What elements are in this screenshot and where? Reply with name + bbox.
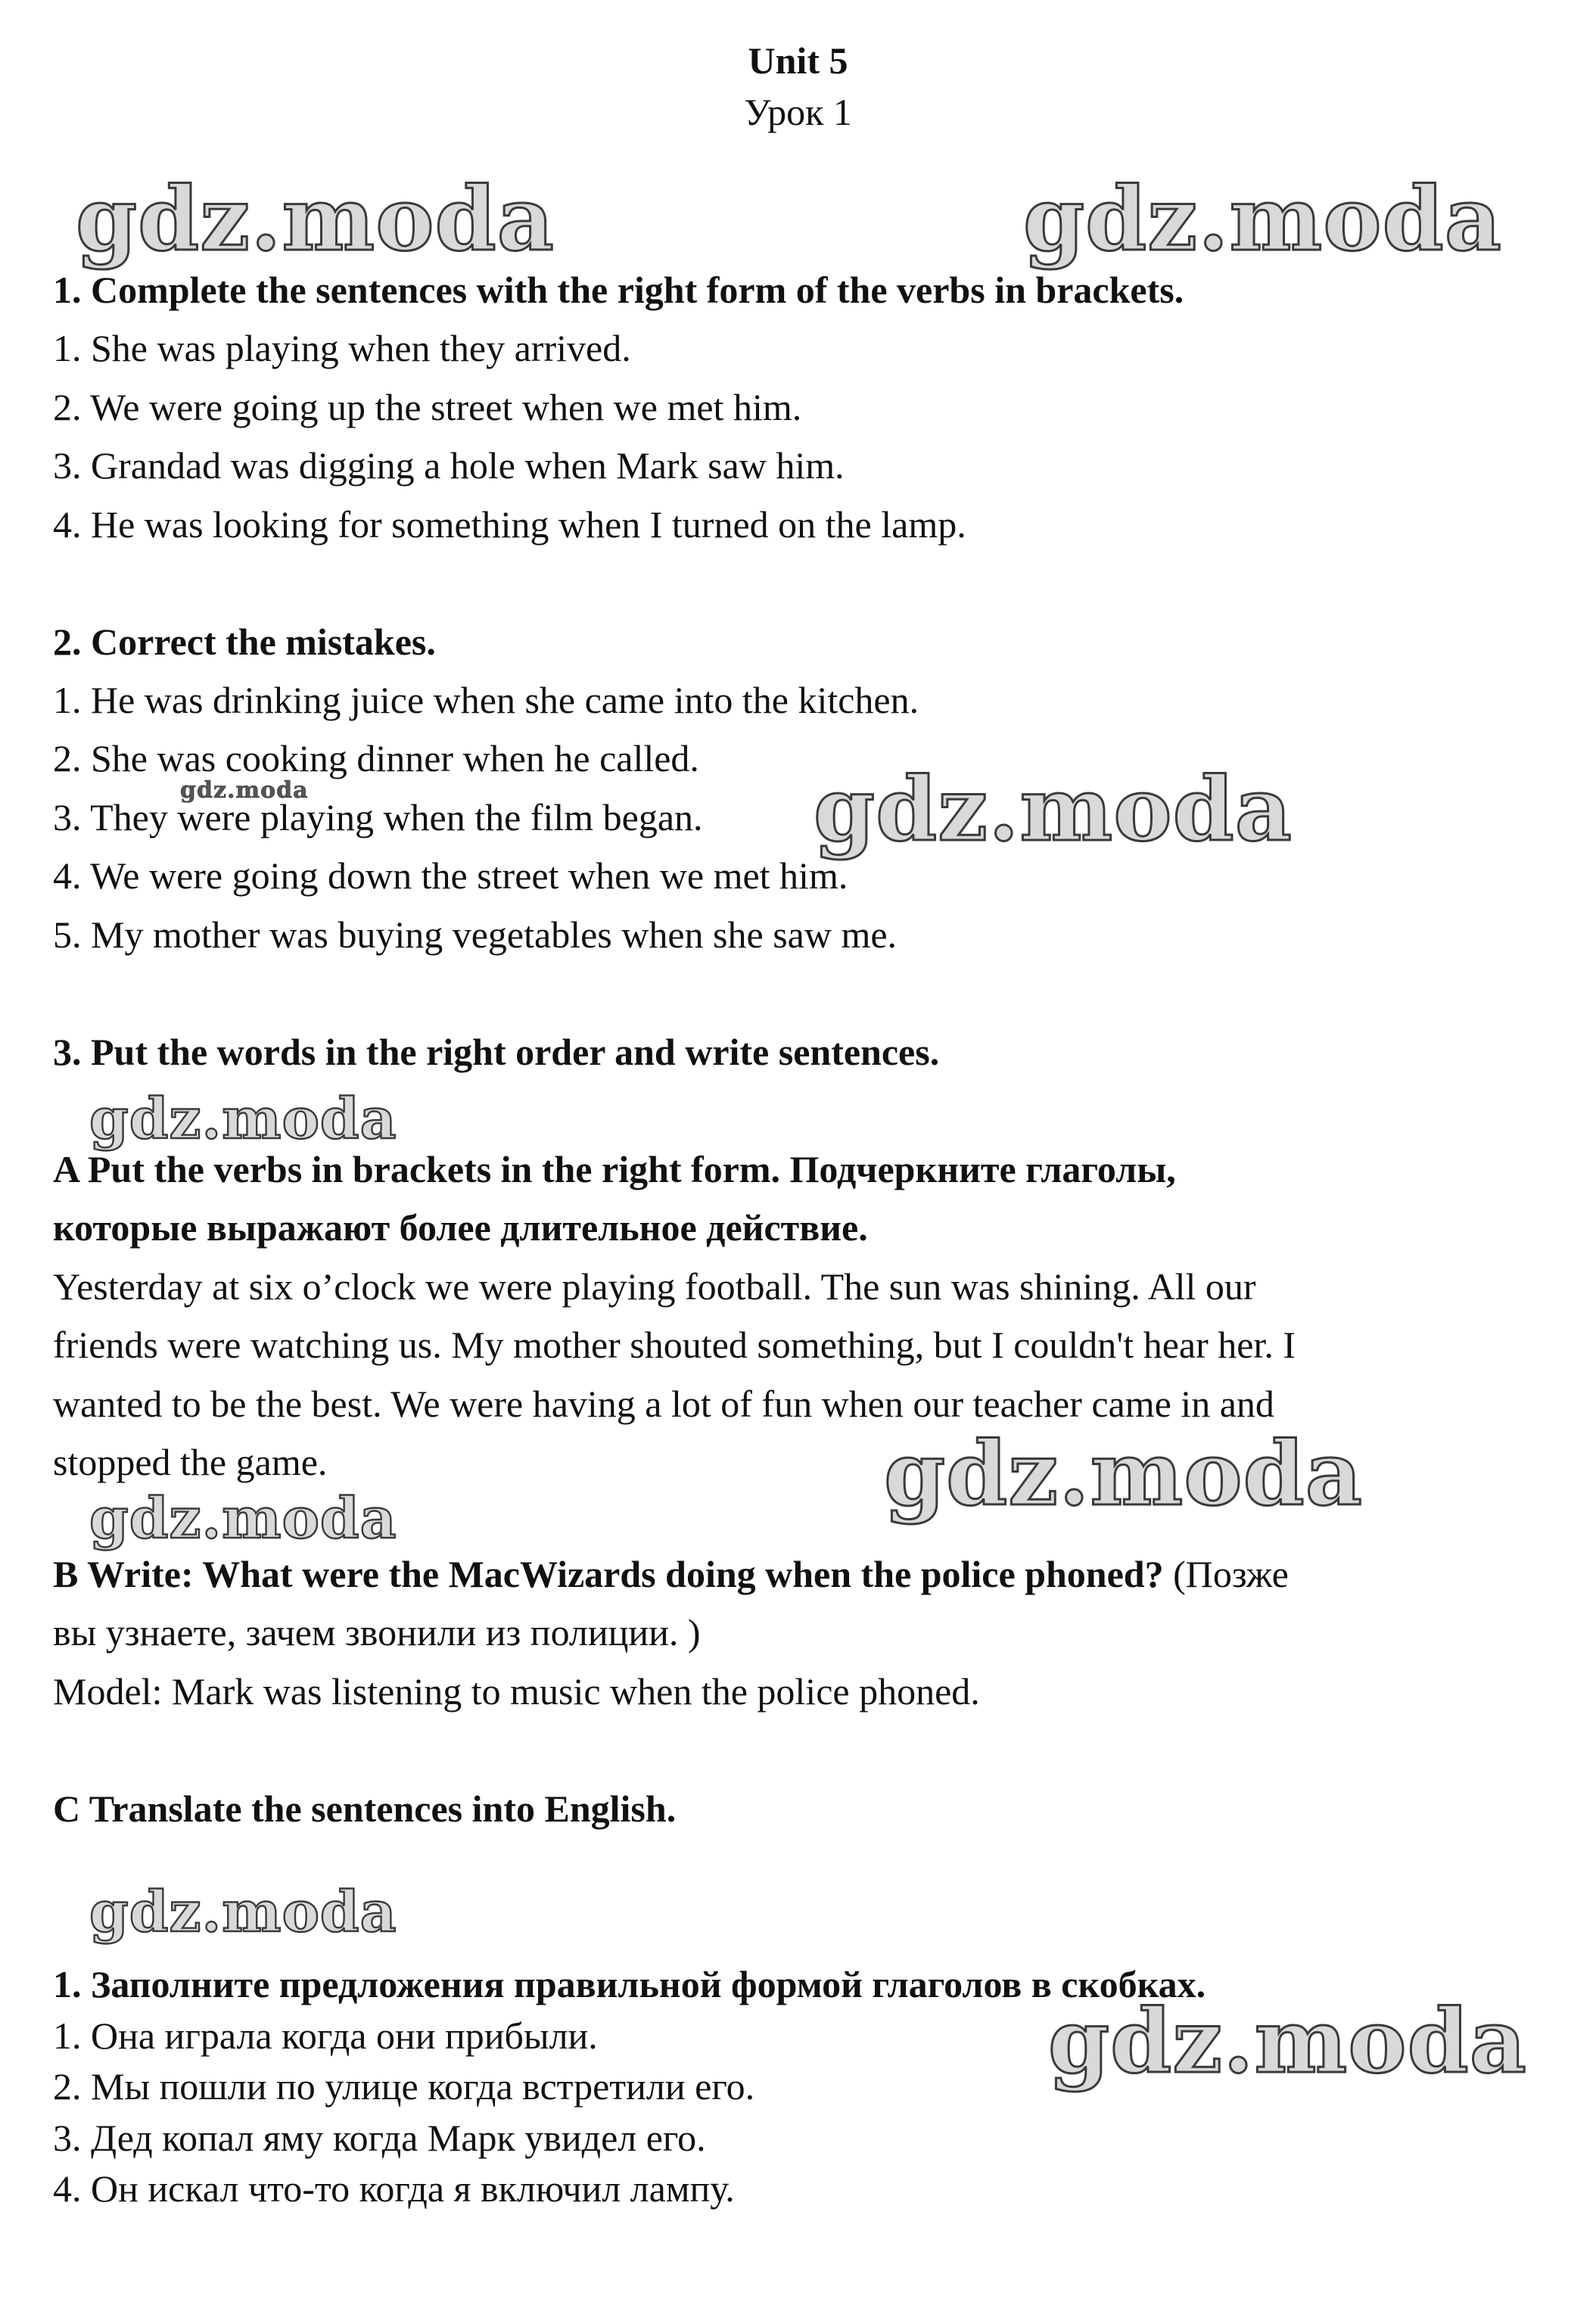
section-b-note-cont: вы узнаете, зачем звонили из полиции. ) — [53, 1611, 701, 1654]
section-ru-item: 2. Мы пошли по улице когда встретили его. — [53, 2065, 755, 2108]
section-b-note: (Позже — [1163, 1553, 1289, 1595]
section-a-text: friends were watching us. My mother shouted something, but I couldn't hear her. I — [53, 1324, 1296, 1366]
section-3-title: 3. Put the words in the right order and write sentences. — [53, 1031, 940, 1073]
section-2-title: 2. Correct the mistakes. — [53, 621, 436, 663]
watermark-logo: gdz.moda — [89, 1486, 397, 1551]
section-a-text: wanted to be the best. We were having a lot of fun when our teacher came in and — [53, 1383, 1274, 1425]
section-ru-item: 3. Дед копал яму когда Марк увидел его. — [53, 2117, 706, 2159]
watermark-logo: gdz.moda — [89, 1087, 397, 1152]
section-ru-item: 4. Он искал что-то когда я включил лампу. — [53, 2167, 735, 2210]
section-1-item: 2. We were going up the street when we met him. — [53, 386, 802, 428]
section-1-item: 1. She was playing when they arrived. — [53, 327, 631, 369]
watermark-logo: gdz.moda — [814, 758, 1293, 861]
watermark-logo: gdz.moda — [180, 777, 309, 804]
section-c-title: C Translate the sentences into English. — [53, 1787, 677, 1830]
watermark-logo: gdz.moda — [76, 168, 555, 271]
section-a-text: stopped the game. — [53, 1441, 328, 1483]
section-a-text: Yesterday at six o’clock we were playing football. The sun was shining. All our — [53, 1265, 1256, 1308]
section-b-title-line — [53, 1551, 1289, 1597]
section-b-title: B Write: What were the MacWizards doing when the police phoned? — [53, 1553, 1164, 1595]
section-a-title-cont: которые выражают более длительное действие. — [53, 1206, 868, 1249]
watermark-logo: gdz.moda — [1048, 1990, 1527, 2093]
watermark-logo: gdz.moda — [884, 1423, 1363, 1526]
section-ru-title: 1. Заполните предложения правильной формой глаголов в скобках. — [53, 1963, 1206, 2005]
section-2-item: 2. She was cooking dinner when he called. — [53, 737, 699, 779]
section-b-model: Model: Mark was listening to music when the police phoned. — [53, 1670, 980, 1713]
section-ru-item: 1. Она играла когда они прибыли. — [53, 2014, 598, 2057]
section-1-item: 3. Grandad was digging a hole when Mark saw him. — [53, 444, 845, 487]
section-a-title: A Put the verbs in brackets in the right form. Подчеркните глаголы, — [53, 1148, 1176, 1190]
section-2-item: 1. He was drinking juice when she came into the kitchen. — [53, 679, 919, 721]
section-2-item: 5. My mother was buying vegetables when she saw me. — [53, 913, 898, 956]
unit-title: Unit 5 — [748, 39, 848, 82]
watermark-logo: gdz.moda — [89, 1880, 397, 1945]
watermark-logo: gdz.moda — [1023, 168, 1502, 271]
section-2-item: 3. They were playing when the film began. — [53, 796, 703, 838]
section-1-item: 4. He was looking for something when I turned on the lamp. — [53, 503, 966, 546]
lesson-subtitle: Урок 1 — [744, 91, 852, 133]
section-1-title: 1. Complete the sentences with the right form of the verbs in brackets. — [53, 269, 1184, 311]
section-2-item: 4. We were going down the street when we met him. — [53, 854, 848, 897]
